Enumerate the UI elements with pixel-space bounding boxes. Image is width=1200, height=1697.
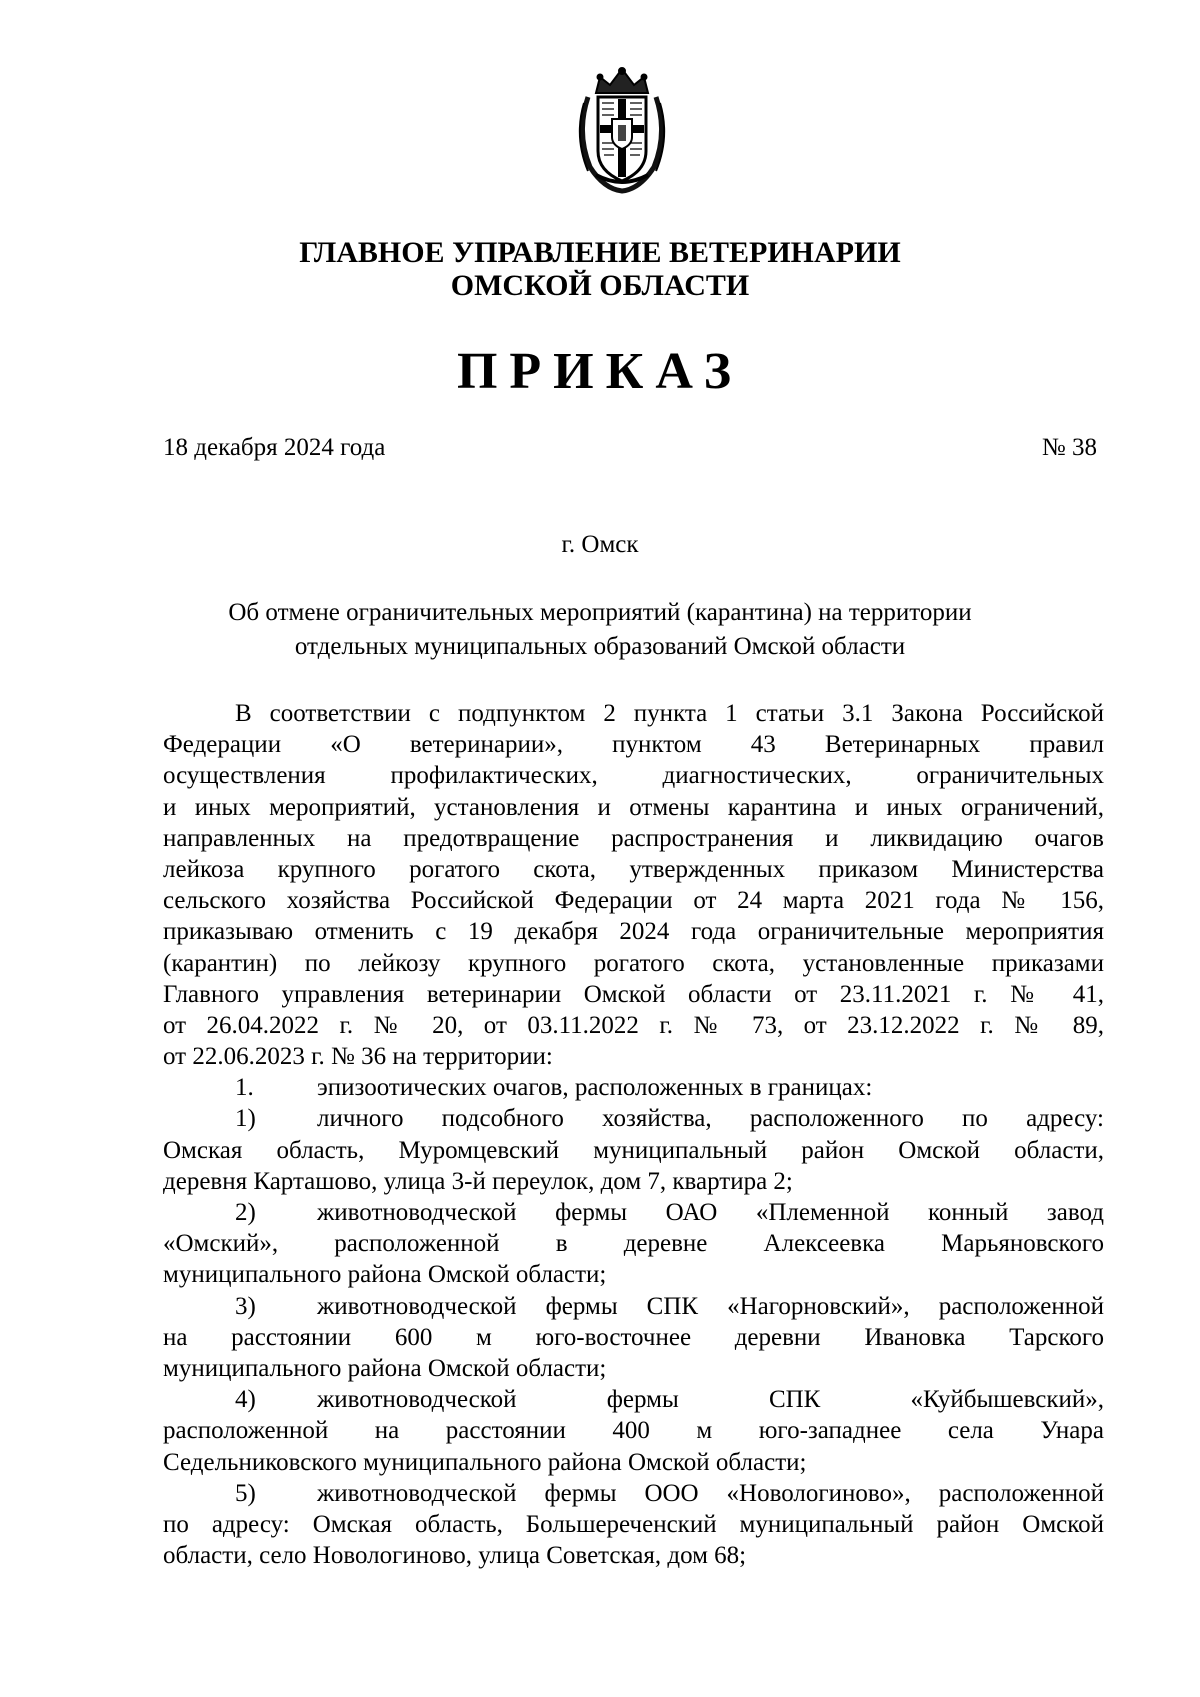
list-item-line: Омская область, Муромцевский муниципальный район Омской области, bbox=[163, 1136, 1104, 1164]
list-item-line: «Омский», расположенной в деревне Алексеевка Марьяновского bbox=[163, 1230, 1104, 1258]
list-item-number: 3) bbox=[235, 1292, 256, 1320]
list-item-text: животноводческой фермы СПК «Куйбышевский», bbox=[317, 1386, 1104, 1414]
organization-name-line-2: ОМСКОЙ ОБЛАСТИ bbox=[450, 269, 750, 302]
list-item-first-line bbox=[163, 1103, 1104, 1134]
list-item-number: 4) bbox=[235, 1386, 256, 1414]
document-city: г. Омск bbox=[561, 531, 639, 558]
list-item-line: области, село Новологиново, улица Советская, дом 68; bbox=[163, 1542, 747, 1570]
preamble-line: и иных мероприятий, установления и отмены карантина и иных ограничений, bbox=[163, 793, 1104, 821]
list-item-text: животноводческой фермы ООО «Новологиново», расположенной bbox=[317, 1479, 1104, 1507]
list-item-line: по адресу: Омская область, Большереченский муниципальный район Омской bbox=[163, 1510, 1104, 1538]
list-item-first-line bbox=[163, 1384, 1104, 1415]
list-item-first-line bbox=[163, 1197, 1104, 1228]
list-item-number: 2) bbox=[235, 1199, 256, 1226]
preamble-line: лейкоза крупного рогатого скота, утвержденных приказом Министерства bbox=[163, 855, 1104, 883]
preamble-line: приказываю отменить с 19 декабря 2024 года ограничительные мероприятия bbox=[163, 918, 1104, 946]
preamble-line: от 26.04.2022 г. № 20, от 03.11.2022 г. № 73, от 23.12.2022 г. № 89, bbox=[163, 1011, 1104, 1039]
document-number: № 38 bbox=[1041, 434, 1097, 461]
list-item-first-line bbox=[163, 1291, 1104, 1322]
document-body bbox=[163, 698, 1104, 1571]
document-date: 18 декабря 2024 года bbox=[163, 434, 386, 461]
section-title: эпизоотических очагов, расположенных в границах: bbox=[317, 1074, 873, 1102]
list-item-line: муниципального района Омской области; bbox=[163, 1354, 607, 1382]
list-item-text: животноводческой фермы ОАО «Племенной конный завод bbox=[317, 1199, 1104, 1226]
preamble-line: (карантин) по лейкозу крупного рогатого скота, установленные приказами bbox=[163, 949, 1104, 977]
organization-name-line-1: ГЛАВНОЕ УПРАВЛЕНИЕ ВЕТЕРИНАРИИ bbox=[299, 236, 901, 269]
preamble-line: В соответствии с подпунктом 2 пункта 1 статьи 3.1 Закона Российской bbox=[235, 700, 1104, 727]
list-item-line: деревня Карташово, улица 3-й переулок, дом 7, квартира 2; bbox=[163, 1167, 793, 1195]
section-number: 1. bbox=[235, 1074, 254, 1102]
subject-line-2: отдельных муниципальных образований Омской области bbox=[294, 633, 906, 660]
list-item-first-line bbox=[163, 1478, 1104, 1509]
list-item-text: животноводческой фермы СПК «Нагорновский», расположенной bbox=[317, 1292, 1104, 1320]
subject-line-1: Об отмене ограничительных мероприятий (карантина) на территории bbox=[228, 599, 972, 626]
preamble-line: направленных на предотвращение распространения и ликвидацию очагов bbox=[163, 824, 1104, 852]
list-item-text: личного подсобного хозяйства, расположенного по адресу: bbox=[317, 1105, 1104, 1133]
list-item-line: муниципального района Омской области; bbox=[163, 1261, 607, 1289]
list-item-line: расположенной на расстоянии 400 м юго-западнее села Унара bbox=[163, 1417, 1104, 1445]
preamble-line: Главного управления ветеринарии Омской области от 23.11.2021 г. № 41, bbox=[163, 980, 1104, 1008]
document-kind: ПРИКАЗ bbox=[456, 343, 744, 400]
list-item-line: Седельниковского муниципального района Омской области; bbox=[163, 1448, 807, 1476]
coat-of-arms-icon bbox=[574, 63, 670, 195]
preamble-line: Федерации «О ветеринарии», пунктом 43 Ветеринарных правил bbox=[163, 731, 1104, 759]
preamble-line: сельского хозяйства Российской Федерации от 24 марта 2021 года № 156, bbox=[163, 887, 1104, 915]
preamble-line: осуществления профилактических, диагностических, ограничительных bbox=[163, 762, 1104, 790]
document-subject bbox=[0, 596, 1200, 664]
preamble-line: от 22.06.2023 г. № 36 на территории: bbox=[163, 1043, 553, 1071]
list-item-number: 1) bbox=[235, 1105, 256, 1133]
list-item-number: 5) bbox=[235, 1479, 256, 1507]
list-item-line: на расстоянии 600 м юго-восточнее деревни Ивановка Тарского bbox=[163, 1323, 1104, 1351]
section-1 bbox=[163, 1072, 1104, 1103]
